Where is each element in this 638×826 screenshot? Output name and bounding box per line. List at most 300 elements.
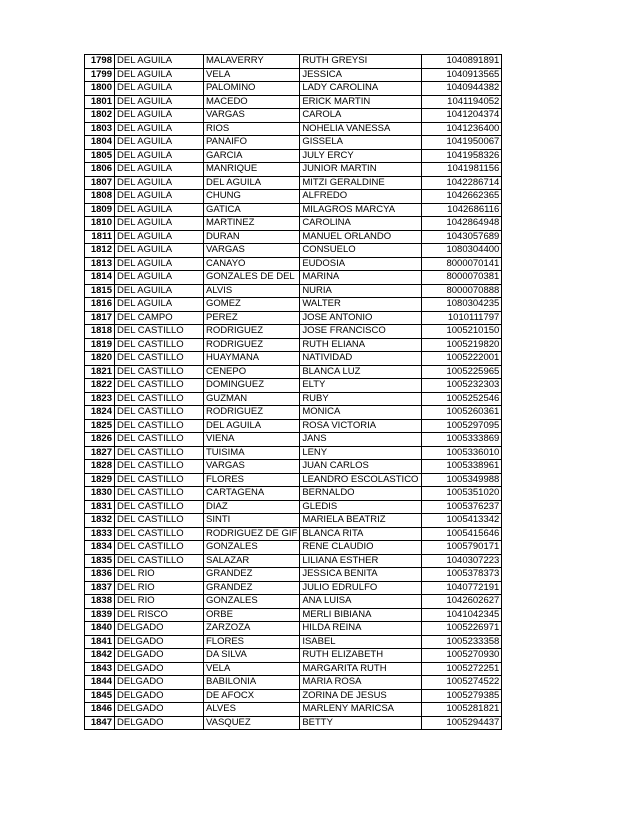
given-names-cell: BERNALDO (300, 487, 422, 501)
row-number-cell: 1812 (85, 244, 115, 258)
surname-1-cell: DEL CASTILLO (115, 473, 204, 487)
row-number-cell: 1844 (85, 676, 115, 690)
row-number-cell: 1819 (85, 338, 115, 352)
row-number-cell: 1814 (85, 271, 115, 285)
surname-2-cell: DEL AGUILA (204, 419, 300, 433)
row-number-cell: 1825 (85, 419, 115, 433)
surname-2-cell: RODRIGUEZ DE GIF (204, 527, 300, 541)
given-names-cell: JESSICA (300, 68, 422, 82)
id-code-cell: 1005272251 (422, 662, 502, 676)
row-number-cell: 1803 (85, 122, 115, 136)
id-code-cell: 1005349988 (422, 473, 502, 487)
id-code-cell: 1005252546 (422, 392, 502, 406)
id-code-cell: 1005378373 (422, 568, 502, 582)
given-names-cell: MITZI GERALDINE (300, 176, 422, 190)
table-row (85, 122, 502, 136)
id-code-cell: 1042864948 (422, 217, 502, 231)
surname-1-cell: DEL CASTILLO (115, 500, 204, 514)
given-names-cell: MARLENY MARICSA (300, 703, 422, 717)
row-number-cell: 1843 (85, 662, 115, 676)
id-code-cell: 1005210150 (422, 325, 502, 339)
row-number-cell: 1798 (85, 55, 115, 69)
row-number-cell: 1820 (85, 352, 115, 366)
row-number-cell: 1829 (85, 473, 115, 487)
row-number-cell: 1801 (85, 95, 115, 109)
table-row (85, 82, 502, 96)
id-code-cell: 1041042345 (422, 608, 502, 622)
surname-2-cell: HUAYMANA (204, 352, 300, 366)
surname-1-cell: DEL AGUILA (115, 244, 204, 258)
surname-1-cell: DEL CASTILLO (115, 554, 204, 568)
given-names-cell: BLANCA LUZ (300, 365, 422, 379)
table-row (85, 203, 502, 217)
id-code-cell: 1040944382 (422, 82, 502, 96)
surname-1-cell: DEL RIO (115, 595, 204, 609)
surname-1-cell: DEL RISCO (115, 608, 204, 622)
id-code-cell: 1005413342 (422, 514, 502, 528)
given-names-cell: ELTY (300, 379, 422, 393)
given-names-cell: JULY ERCY (300, 149, 422, 163)
table-row (85, 541, 502, 555)
given-names-cell: ISABEL (300, 635, 422, 649)
table-row (85, 136, 502, 150)
surname-1-cell: DELGADO (115, 662, 204, 676)
surname-1-cell: DEL AGUILA (115, 109, 204, 123)
table-row (85, 460, 502, 474)
id-code-cell: 1042686116 (422, 203, 502, 217)
surname-2-cell: GUZMAN (204, 392, 300, 406)
table-row (85, 176, 502, 190)
surname-1-cell: DELGADO (115, 635, 204, 649)
surname-2-cell: PANAIFO (204, 136, 300, 150)
given-names-cell: JOSE ANTONIO (300, 311, 422, 325)
id-code-cell: 1040891891 (422, 55, 502, 69)
surname-1-cell: DEL AGUILA (115, 95, 204, 109)
table-row (85, 244, 502, 258)
table-row (85, 109, 502, 123)
table-row (85, 622, 502, 636)
row-number-cell: 1799 (85, 68, 115, 82)
table-row (85, 676, 502, 690)
id-code-cell: 1040307223 (422, 554, 502, 568)
surname-1-cell: DELGADO (115, 716, 204, 730)
table-row (85, 608, 502, 622)
surname-2-cell: FLORES (204, 473, 300, 487)
id-code-cell: 1080304235 (422, 298, 502, 312)
surname-2-cell: TUISIMA (204, 446, 300, 460)
surname-1-cell: DEL AGUILA (115, 230, 204, 244)
surname-2-cell: VELA (204, 68, 300, 82)
id-code-cell: 1005294437 (422, 716, 502, 730)
row-number-cell: 1839 (85, 608, 115, 622)
surname-1-cell: DELGADO (115, 649, 204, 663)
id-code-cell: 1041204374 (422, 109, 502, 123)
surname-2-cell: RODRIGUEZ (204, 338, 300, 352)
table-row (85, 190, 502, 204)
given-names-cell: MARIELA BEATRIZ (300, 514, 422, 528)
row-number-cell: 1817 (85, 311, 115, 325)
row-number-cell: 1847 (85, 716, 115, 730)
id-code-cell: 1042602627 (422, 595, 502, 609)
table-row (85, 662, 502, 676)
surname-2-cell: RODRIGUEZ (204, 325, 300, 339)
surname-2-cell: VIENA (204, 433, 300, 447)
row-number-cell: 1827 (85, 446, 115, 460)
table-row (85, 379, 502, 393)
row-number-cell: 1830 (85, 487, 115, 501)
surname-2-cell: GATICA (204, 203, 300, 217)
row-number-cell: 1811 (85, 230, 115, 244)
surname-2-cell: VARGAS (204, 460, 300, 474)
row-number-cell: 1815 (85, 284, 115, 298)
surname-2-cell: GARCIA (204, 149, 300, 163)
records-table (84, 54, 502, 730)
table-row (85, 568, 502, 582)
surname-2-cell: ZARZOZA (204, 622, 300, 636)
id-code-cell: 1041950067 (422, 136, 502, 150)
id-code-cell: 1005297095 (422, 419, 502, 433)
given-names-cell: EUDOSIA (300, 257, 422, 271)
given-names-cell: RENE CLAUDIO (300, 541, 422, 555)
table-row (85, 338, 502, 352)
id-code-cell: 1041236400 (422, 122, 502, 136)
surname-1-cell: DELGADO (115, 689, 204, 703)
surname-2-cell: CHUNG (204, 190, 300, 204)
surname-2-cell: RIOS (204, 122, 300, 136)
surname-1-cell: DEL CASTILLO (115, 419, 204, 433)
table-row (85, 95, 502, 109)
given-names-cell: LADY CAROLINA (300, 82, 422, 96)
table-row (85, 311, 502, 325)
surname-2-cell: GONZALES DE DEL (204, 271, 300, 285)
surname-1-cell: DEL RIO (115, 568, 204, 582)
surname-1-cell: DEL CAMPO (115, 311, 204, 325)
table-row (85, 595, 502, 609)
surname-1-cell: DELGADO (115, 676, 204, 690)
surname-2-cell: VASQUEZ (204, 716, 300, 730)
surname-2-cell: GONZALES (204, 541, 300, 555)
given-names-cell: WALTER (300, 298, 422, 312)
surname-1-cell: DEL AGUILA (115, 203, 204, 217)
surname-1-cell: DEL AGUILA (115, 149, 204, 163)
row-number-cell: 1834 (85, 541, 115, 555)
surname-1-cell: DEL AGUILA (115, 257, 204, 271)
surname-1-cell: DEL AGUILA (115, 122, 204, 136)
surname-2-cell: CANAYO (204, 257, 300, 271)
table-row (85, 527, 502, 541)
surname-1-cell: DEL AGUILA (115, 271, 204, 285)
row-number-cell: 1828 (85, 460, 115, 474)
surname-2-cell: PALOMINO (204, 82, 300, 96)
row-number-cell: 1841 (85, 635, 115, 649)
table-row (85, 473, 502, 487)
surname-1-cell: DEL AGUILA (115, 82, 204, 96)
surname-1-cell: DEL CASTILLO (115, 527, 204, 541)
id-code-cell: 1041981156 (422, 163, 502, 177)
given-names-cell: MERLI BIBIANA (300, 608, 422, 622)
surname-2-cell: VARGAS (204, 109, 300, 123)
surname-2-cell: BABILONIA (204, 676, 300, 690)
given-names-cell: NURIA (300, 284, 422, 298)
id-code-cell: 1005226971 (422, 622, 502, 636)
id-code-cell: 1080304400 (422, 244, 502, 258)
table-row (85, 649, 502, 663)
surname-2-cell: RODRIGUEZ (204, 406, 300, 420)
table-row (85, 703, 502, 717)
row-number-cell: 1810 (85, 217, 115, 231)
surname-2-cell: DURAN (204, 230, 300, 244)
row-number-cell: 1832 (85, 514, 115, 528)
surname-2-cell: ALVIS (204, 284, 300, 298)
table-row (85, 487, 502, 501)
table-row (85, 446, 502, 460)
surname-1-cell: DEL CASTILLO (115, 541, 204, 555)
id-code-cell: 1040913565 (422, 68, 502, 82)
id-code-cell: 1005270930 (422, 649, 502, 663)
row-number-cell: 1837 (85, 581, 115, 595)
row-number-cell: 1822 (85, 379, 115, 393)
surname-2-cell: DOMINGUEZ (204, 379, 300, 393)
surname-2-cell: GOMEZ (204, 298, 300, 312)
row-number-cell: 1807 (85, 176, 115, 190)
given-names-cell: MARINA (300, 271, 422, 285)
given-names-cell: LEANDRO ESCOLASTICO (300, 473, 422, 487)
surname-1-cell: DELGADO (115, 622, 204, 636)
row-number-cell: 1821 (85, 365, 115, 379)
table-row (85, 257, 502, 271)
given-names-cell: CAROLINA (300, 217, 422, 231)
surname-2-cell: MALAVERRY (204, 55, 300, 69)
surname-2-cell: GONZALES (204, 595, 300, 609)
given-names-cell: MANUEL ORLANDO (300, 230, 422, 244)
surname-2-cell: CENEPO (204, 365, 300, 379)
id-code-cell: 8000070381 (422, 271, 502, 285)
surname-2-cell: DIAZ (204, 500, 300, 514)
given-names-cell: CONSUELO (300, 244, 422, 258)
surname-2-cell: SINTI (204, 514, 300, 528)
records-table-body (85, 55, 502, 730)
given-names-cell: LILIANA ESTHER (300, 554, 422, 568)
surname-1-cell: DEL AGUILA (115, 163, 204, 177)
surname-1-cell: DEL AGUILA (115, 190, 204, 204)
row-number-cell: 1833 (85, 527, 115, 541)
id-code-cell: 1042286714 (422, 176, 502, 190)
surname-1-cell: DEL CASTILLO (115, 514, 204, 528)
table-row (85, 230, 502, 244)
id-code-cell: 1005222001 (422, 352, 502, 366)
given-names-cell: GISSELA (300, 136, 422, 150)
surname-1-cell: DEL CASTILLO (115, 487, 204, 501)
given-names-cell: NOHELIA VANESSA (300, 122, 422, 136)
row-number-cell: 1845 (85, 689, 115, 703)
given-names-cell: BLANCA RITA (300, 527, 422, 541)
row-number-cell: 1840 (85, 622, 115, 636)
row-number-cell: 1835 (85, 554, 115, 568)
table-row (85, 433, 502, 447)
given-names-cell: ALFREDO (300, 190, 422, 204)
given-names-cell: RUTH ELIZABETH (300, 649, 422, 663)
row-number-cell: 1802 (85, 109, 115, 123)
table-row (85, 55, 502, 69)
surname-1-cell: DEL CASTILLO (115, 352, 204, 366)
id-code-cell: 1005415646 (422, 527, 502, 541)
given-names-cell: ROSA VICTORIA (300, 419, 422, 433)
surname-1-cell: DEL AGUILA (115, 136, 204, 150)
given-names-cell: ZORINA DE JESUS (300, 689, 422, 703)
given-names-cell: JOSE FRANCISCO (300, 325, 422, 339)
id-code-cell: 1005260361 (422, 406, 502, 420)
id-code-cell: 1005281821 (422, 703, 502, 717)
given-names-cell: MARIA ROSA (300, 676, 422, 690)
row-number-cell: 1800 (85, 82, 115, 96)
table-row (85, 716, 502, 730)
given-names-cell: MARGARITA RUTH (300, 662, 422, 676)
surname-2-cell: DE AFOCX (204, 689, 300, 703)
given-names-cell: RUBY (300, 392, 422, 406)
id-code-cell: 1005219820 (422, 338, 502, 352)
surname-1-cell: DEL CASTILLO (115, 460, 204, 474)
surname-2-cell: CARTAGENA (204, 487, 300, 501)
surname-1-cell: DELGADO (115, 703, 204, 717)
surname-2-cell: PEREZ (204, 311, 300, 325)
id-code-cell: 8000070888 (422, 284, 502, 298)
id-code-cell: 1005225965 (422, 365, 502, 379)
given-names-cell: JUNIOR MARTIN (300, 163, 422, 177)
surname-1-cell: DEL RIO (115, 581, 204, 595)
id-code-cell: 1010111797 (422, 311, 502, 325)
id-code-cell: 1005376237 (422, 500, 502, 514)
given-names-cell: GLEDIS (300, 500, 422, 514)
surname-2-cell: GRANDEZ (204, 568, 300, 582)
surname-1-cell: DEL AGUILA (115, 68, 204, 82)
id-code-cell: 1041958326 (422, 149, 502, 163)
id-code-cell: 1005232303 (422, 379, 502, 393)
id-code-cell: 1005336010 (422, 446, 502, 460)
given-names-cell: MONICA (300, 406, 422, 420)
table-row (85, 419, 502, 433)
surname-1-cell: DEL AGUILA (115, 176, 204, 190)
id-code-cell: 1005333869 (422, 433, 502, 447)
table-row (85, 325, 502, 339)
row-number-cell: 1838 (85, 595, 115, 609)
surname-1-cell: DEL AGUILA (115, 55, 204, 69)
row-number-cell: 1826 (85, 433, 115, 447)
surname-1-cell: DEL CASTILLO (115, 406, 204, 420)
id-code-cell: 1005274522 (422, 676, 502, 690)
id-code-cell: 1005233358 (422, 635, 502, 649)
row-number-cell: 1823 (85, 392, 115, 406)
id-code-cell: 1005338961 (422, 460, 502, 474)
given-names-cell: HILDA REINA (300, 622, 422, 636)
id-code-cell: 1040772191 (422, 581, 502, 595)
table-row (85, 500, 502, 514)
row-number-cell: 1824 (85, 406, 115, 420)
surname-2-cell: DEL AGUILA (204, 176, 300, 190)
given-names-cell: ERICK MARTIN (300, 95, 422, 109)
surname-2-cell: MACEDO (204, 95, 300, 109)
surname-1-cell: DEL CASTILLO (115, 325, 204, 339)
table-row (85, 352, 502, 366)
surname-2-cell: SALAZAR (204, 554, 300, 568)
surname-2-cell: MANRIQUE (204, 163, 300, 177)
table-row (85, 365, 502, 379)
row-number-cell: 1805 (85, 149, 115, 163)
table-row (85, 149, 502, 163)
table-row (85, 271, 502, 285)
table-row (85, 689, 502, 703)
surname-2-cell: DA SILVA (204, 649, 300, 663)
table-row (85, 298, 502, 312)
table-row (85, 217, 502, 231)
table-row (85, 581, 502, 595)
id-code-cell: 1005351020 (422, 487, 502, 501)
surname-1-cell: DEL CASTILLO (115, 338, 204, 352)
given-names-cell: ANA LUISA (300, 595, 422, 609)
table-row (85, 406, 502, 420)
table-row (85, 392, 502, 406)
row-number-cell: 1806 (85, 163, 115, 177)
table-row (85, 554, 502, 568)
id-code-cell: 1042662365 (422, 190, 502, 204)
id-code-cell: 1005279385 (422, 689, 502, 703)
id-code-cell: 8000070141 (422, 257, 502, 271)
given-names-cell: NATIVIDAD (300, 352, 422, 366)
surname-1-cell: DEL CASTILLO (115, 446, 204, 460)
surname-1-cell: DEL AGUILA (115, 217, 204, 231)
given-names-cell: MILAGROS MARCYA (300, 203, 422, 217)
given-names-cell: RUTH ELIANA (300, 338, 422, 352)
surname-2-cell: MARTINEZ (204, 217, 300, 231)
surname-1-cell: DEL CASTILLO (115, 379, 204, 393)
table-row (85, 514, 502, 528)
surname-1-cell: DEL AGUILA (115, 284, 204, 298)
row-number-cell: 1831 (85, 500, 115, 514)
given-names-cell: LENY (300, 446, 422, 460)
table-row (85, 163, 502, 177)
given-names-cell: BETTY (300, 716, 422, 730)
id-code-cell: 1005790171 (422, 541, 502, 555)
surname-2-cell: VELA (204, 662, 300, 676)
row-number-cell: 1804 (85, 136, 115, 150)
given-names-cell: RUTH GREYSI (300, 55, 422, 69)
surname-1-cell: DEL CASTILLO (115, 433, 204, 447)
row-number-cell: 1836 (85, 568, 115, 582)
row-number-cell: 1813 (85, 257, 115, 271)
table-row (85, 635, 502, 649)
id-code-cell: 1041194052 (422, 95, 502, 109)
surname-2-cell: VARGAS (204, 244, 300, 258)
row-number-cell: 1809 (85, 203, 115, 217)
row-number-cell: 1842 (85, 649, 115, 663)
row-number-cell: 1846 (85, 703, 115, 717)
surname-2-cell: GRANDEZ (204, 581, 300, 595)
table-row (85, 284, 502, 298)
row-number-cell: 1818 (85, 325, 115, 339)
row-number-cell: 1816 (85, 298, 115, 312)
given-names-cell: JESSICA BENITA (300, 568, 422, 582)
row-number-cell: 1808 (85, 190, 115, 204)
table-row (85, 68, 502, 82)
surname-1-cell: DEL AGUILA (115, 298, 204, 312)
given-names-cell: JANS (300, 433, 422, 447)
surname-1-cell: DEL CASTILLO (115, 392, 204, 406)
id-code-cell: 1043057689 (422, 230, 502, 244)
given-names-cell: JULIO EDRULFO (300, 581, 422, 595)
surname-2-cell: ALVES (204, 703, 300, 717)
given-names-cell: JUAN CARLOS (300, 460, 422, 474)
surname-1-cell: DEL CASTILLO (115, 365, 204, 379)
given-names-cell: CAROLA (300, 109, 422, 123)
